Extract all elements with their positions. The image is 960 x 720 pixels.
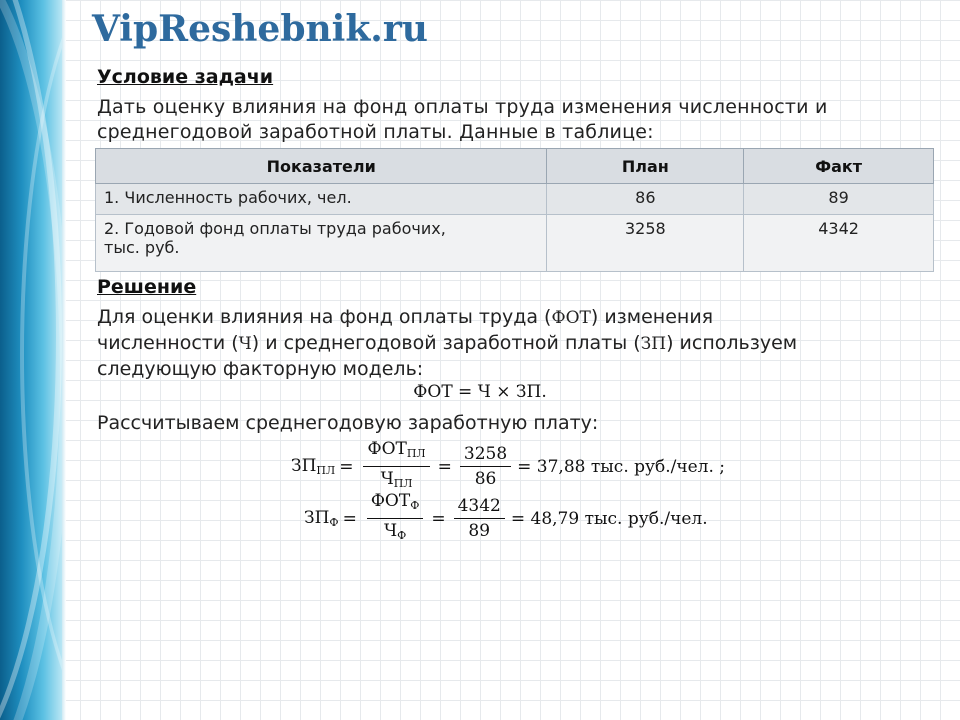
row-label-line-1: 2. Годовой фонд оплаты труда рабочих, <box>104 219 446 238</box>
fraction <box>460 443 511 490</box>
math-symbol: Ч <box>238 334 252 354</box>
calc-intro: Рассчитываем среднегодовую заработную плату: <box>97 412 599 434</box>
header-indicators: Показатели <box>96 149 547 184</box>
text-span: численности ( <box>97 332 239 354</box>
numerator <box>363 438 429 467</box>
fraction <box>454 495 505 542</box>
equals-sign: = <box>431 508 446 529</box>
text-span: Для оценки влияния на фонд оплаты труда ( <box>97 306 552 328</box>
data-table <box>95 148 934 272</box>
numerator: 4342 <box>454 495 505 519</box>
numerator <box>367 490 424 519</box>
table-row <box>96 215 934 272</box>
formula-plan <box>291 438 725 495</box>
formula-lhs <box>304 508 339 529</box>
math-subscript: ПЛ <box>393 477 413 490</box>
row-plan-value: 3258 <box>547 215 744 272</box>
solution-line-2 <box>97 331 937 357</box>
text-span: ) и среднегодовой заработной платы ( <box>251 332 641 354</box>
side-band-edge <box>62 0 66 720</box>
row-fact-value: 89 <box>744 184 934 215</box>
row-label: 1. Численность рабочих, чел. <box>96 184 547 215</box>
factor-model-formula: ФОТ = Ч × ЗП. <box>413 382 547 402</box>
math-symbol: ЗП <box>640 334 667 354</box>
text-span: ) используем <box>666 332 798 354</box>
denominator: 86 <box>474 469 497 489</box>
math-subscript: ПЛ <box>316 464 336 477</box>
denominator <box>380 519 410 547</box>
condition-heading: Условие задачи <box>97 66 274 88</box>
formula-result: = 37,88 тыс. руб./чел. ; <box>517 456 726 477</box>
math-subscript: Ф <box>410 499 420 512</box>
math-subscript: Ф <box>329 516 339 529</box>
equals-sign: = <box>342 508 357 529</box>
row-fact-value: 4342 <box>744 215 934 272</box>
solution-heading: Решение <box>97 276 197 298</box>
table-header-row <box>96 149 934 184</box>
math-symbol: Ч <box>383 521 398 541</box>
row-label <box>96 215 547 272</box>
header-fact: Факт <box>744 149 934 184</box>
fraction <box>367 490 424 547</box>
solution-text <box>97 305 937 382</box>
condition-text <box>97 95 927 145</box>
decorative-side-band <box>0 0 62 720</box>
row-label-line-2: тыс. руб. <box>104 238 180 257</box>
solution-line-1 <box>97 305 937 331</box>
site-logo: VipReshebnik.ru <box>92 8 428 50</box>
math-symbol: ЗП <box>304 508 330 528</box>
formula-result: = 48,79 тыс. руб./чел. <box>510 508 708 529</box>
condition-line-1: Дать оценку влияния на фонд оплаты труда изменения численности и <box>97 96 828 118</box>
condition-line-2: среднегодовой заработной платы. Данные в таблице: <box>97 121 654 143</box>
math-subscript: Ф <box>397 529 407 542</box>
solution-line-3: следующую факторную модель: <box>97 358 424 380</box>
text-span: ) изменения <box>590 306 714 328</box>
math-symbol: ФОТ <box>367 439 407 459</box>
math-symbol: ФОТ <box>551 308 591 328</box>
header-plan: План <box>547 149 744 184</box>
math-symbol: ЗП <box>291 456 317 476</box>
fraction <box>363 438 429 495</box>
math-subscript: ПЛ <box>406 447 426 460</box>
formula-fact <box>304 490 708 547</box>
equals-sign: = <box>437 456 452 477</box>
equals-sign: = <box>339 456 354 477</box>
math-symbol: ФОТ <box>370 491 411 511</box>
denominator: 89 <box>468 521 491 541</box>
numerator: 3258 <box>460 443 511 467</box>
formula-lhs <box>291 456 335 477</box>
math-symbol: Ч <box>380 469 394 489</box>
table-row <box>96 184 934 215</box>
row-plan-value: 86 <box>547 184 744 215</box>
